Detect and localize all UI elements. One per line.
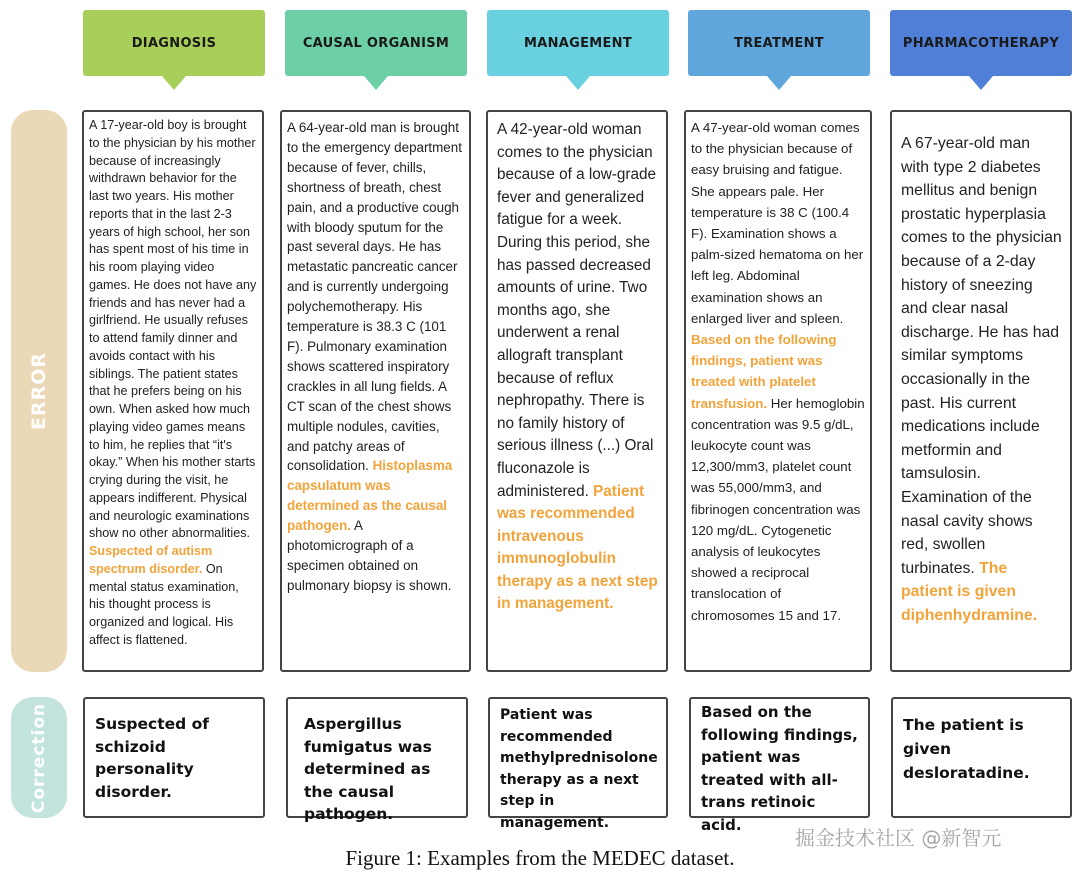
pointer-arrow-icon bbox=[767, 76, 791, 90]
correction-text: Aspergillus fumigatus was determined as the causal pathogen. bbox=[304, 715, 432, 824]
correction-box-treatment bbox=[689, 697, 870, 834]
error-box-pharmacotherapy bbox=[890, 110, 1072, 672]
error-text: A 42-year-old woman comes to the physician because of a low-grade fever and generalized fatigue for a week. During this period, she has passed decreased amounts of urine. Two months ago, she underwent a renal allograft transplant because of reflux nephropathy. There is no family history of serious illness (...) Oral fluconazole is administered. Patient was recommended intravenous immunoglobulin therapy as a next step in management. bbox=[497, 121, 658, 613]
row-label-correction bbox=[11, 697, 67, 818]
header-treatment bbox=[688, 10, 870, 76]
watermark: 掘金技术社区 @新智元 bbox=[795, 826, 1002, 850]
error-box-management bbox=[486, 110, 668, 672]
header-label: PHARMACOTHERAPY bbox=[902, 35, 1060, 51]
row-label-error bbox=[11, 110, 67, 672]
correction-text: The patient is given desloratadine. bbox=[903, 716, 1030, 782]
correction-text: Based on the following findings, patient was treated with all-trans retinoic acid. bbox=[701, 703, 858, 834]
header-label: DIAGNOSIS bbox=[131, 35, 217, 51]
error-highlight: Patient was recommended intravenous immunoglobulin therapy as a next step in management. bbox=[497, 482, 658, 613]
correction-box-management bbox=[488, 697, 668, 831]
figure-caption: Figure 1: Examples from the MEDEC dataset. bbox=[345, 846, 735, 870]
error-text: A 67-year-old man with type 2 diabetes mellitus and benign prostatic hyperplasia comes to the physician because of a 2-day history of sneezing and clear nasal discharge. He has had similar symptoms occasionally in the past. His current medications include metformin and tamsulosin. Examination of the nasal cavity shows red, swollen turbinates. The patient is given diphenhydramine. bbox=[901, 135, 1062, 624]
pointer-arrow-icon bbox=[162, 76, 186, 90]
header-label: TREATMENT bbox=[734, 35, 824, 51]
correction-text: Suspected of schizoid personality disorder. bbox=[95, 715, 210, 801]
error-text: A 64-year-old man is brought to the emergency department because of fever, chills, shortness of breath, chest pain, and a productive cough with bloody sputum for the past several days. He has metastatic pancreatic cancer and is currently undergoing polychemotherapy. His temperature is 38.3 C (101 F). Pulmonary examination shows scattered inspiratory crackles in all lung fields. A CT scan of the chest shows multiple nodules, cavities, and patchy areas of consolidation. Histoplasma capsulatum was determined as the causal pathogen. A photomicrograph of a specimen obtained on pulmonary biopsy is shown. bbox=[287, 120, 462, 593]
header-label: MANAGEMENT bbox=[523, 35, 633, 51]
correction-box-causal-organism bbox=[286, 697, 468, 824]
error-text: A 17-year-old boy is brought to the physician by his mother because of increasingly withdrawn behavior for the last two years. His mother reports that in the last 2-3 years of high school, her son has spent most of his time in his room playing video games. He does not have any friends and has never had a girlfriend. He usually refuses to attend family dinner and avoids contact with his siblings. The patient states that he prefers being on his own. When asked how much playing video games means to him, he replies that “it's okay.” When his mother starts crying during the visit, he appears indifferent. Physical and neurologic examinations show no other abnormalities. Suspected of autism spectrum disorder. On mental status examination, his thought process is organized and logical. His affect is flattened. bbox=[89, 118, 257, 647]
error-highlight: The patient is given diphenhydramine. bbox=[901, 559, 1038, 624]
error-highlight: Suspected of autism spectrum disorder. bbox=[89, 544, 213, 576]
header-pharmacotherapy bbox=[890, 10, 1072, 76]
error-box-causal-organism bbox=[280, 110, 471, 672]
row-label-correction-text: Correction bbox=[29, 702, 50, 813]
error-box-diagnosis bbox=[82, 110, 264, 672]
header-diagnosis bbox=[83, 10, 265, 76]
row-label-error-text: ERROR bbox=[28, 351, 50, 431]
pointer-arrow-icon bbox=[364, 76, 388, 90]
pointer-arrow-icon bbox=[566, 76, 590, 90]
error-highlight: Based on the following findings, patient was treated with platelet transfusion. bbox=[691, 332, 837, 411]
header-causal-organism bbox=[285, 10, 467, 76]
header-label: CAUSAL ORGANISM bbox=[302, 35, 450, 51]
correction-box-diagnosis bbox=[83, 697, 265, 818]
pointer-arrow-icon bbox=[969, 76, 993, 90]
header-management bbox=[487, 10, 669, 76]
correction-text: Patient was recommended methylprednisolone therapy as a next step in management. bbox=[500, 707, 658, 831]
error-box-treatment bbox=[684, 110, 872, 672]
correction-box-pharmacotherapy bbox=[891, 697, 1072, 818]
error-highlight: Histoplasma capsulatum was determined as the causal pathogen. bbox=[287, 458, 453, 534]
error-text: A 47-year-old woman comes to the physician because of easy bruising and fatigue. She appears pale. Her temperature is 38 C (100.4 F). Examination shows a palm-sized hematoma on her left leg. Abdominal examination shows an enlarged liver and spleen. Based on the following findings, patient was treated with platelet transfusion. Her hemoglobin concentration was 9.5 g/dL, leukocyte count was 12,300/mm3, platelet count was 55,000/mm3, and fibrinogen concentration was 120 mg/dL. Cytogenetic analysis of leukocytes showed a reciprocal translocation of chromosomes 15 and 17. bbox=[691, 120, 865, 623]
